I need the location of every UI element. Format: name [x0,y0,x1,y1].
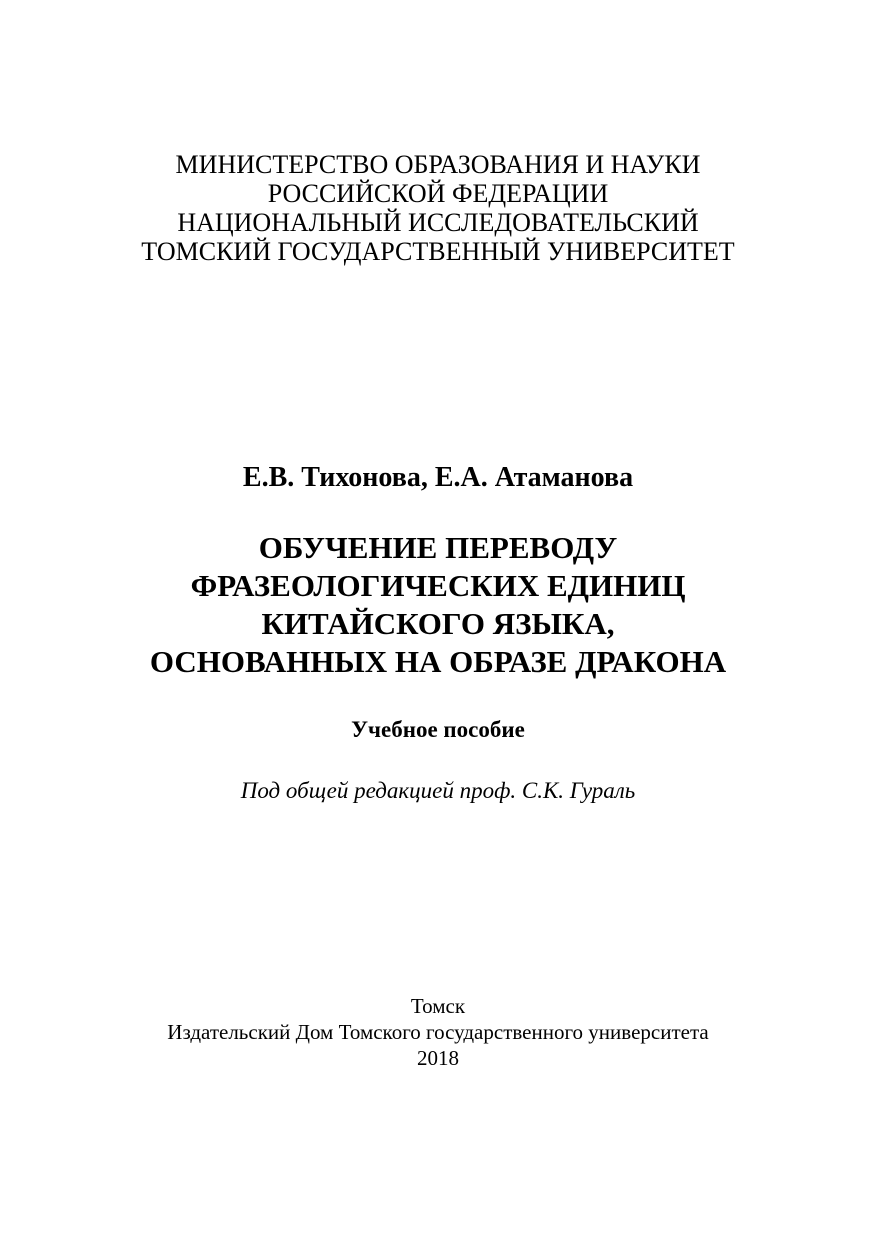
editor-credit: Под общей редакцией проф. С.К. Гураль [240,778,636,803]
title-line: ОСНОВАННЫХ НА ОБРАЗЕ ДРАКОНА [149,644,727,679]
ministry-line: МИНИСТЕРСТВО ОБРАЗОВАНИЯ И НАУКИ [175,150,701,179]
publication-type: Учебное пособие [351,717,525,742]
imprint-year: 2018 [417,1046,459,1070]
ministry-header [0,150,876,266]
ministry-line: НАЦИОНАЛЬНЫЙ ИССЛЕДОВАТЕЛЬСКИЙ [177,208,699,237]
book-title [0,529,876,681]
title-line: ОБУЧЕНИЕ ПЕРЕВОДУ [258,530,618,565]
title-line: КИТАЙСКОГО ЯЗЫКА, [261,606,615,641]
imprint-publisher: Издательский Дом Томского государственного университета [167,1020,709,1044]
imprint [0,993,876,1071]
ministry-line: РОССИЙСКОЙ ФЕДЕРАЦИИ [267,179,609,208]
ministry-line: ТОМСКИЙ ГОСУДАРСТВЕННЫЙ УНИВЕРСИТЕТ [141,237,735,266]
imprint-city: Томск [410,994,466,1018]
authors: Е.В. Тихонова, Е.А. Атаманова [242,462,634,493]
title-line: ФРАЗЕОЛОГИЧЕСКИХ ЕДИНИЦ [190,568,686,603]
